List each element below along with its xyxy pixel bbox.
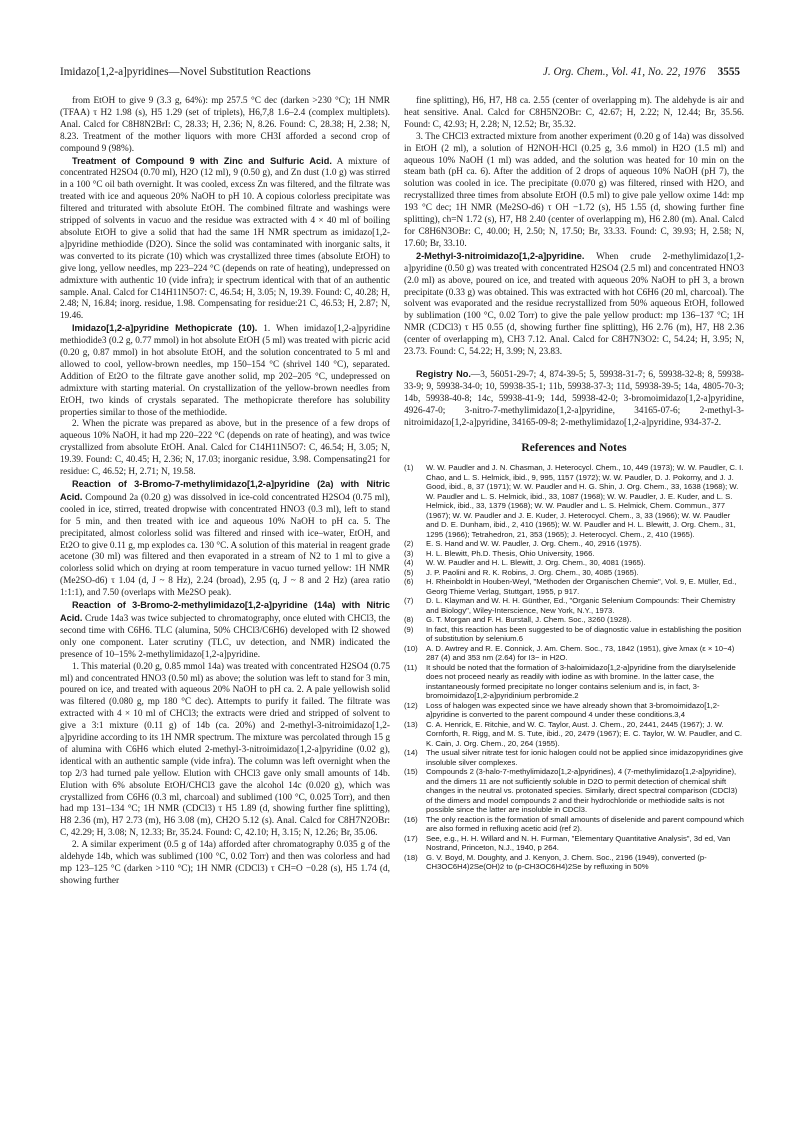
reference-text: A. D. Awtrey and R. E. Connick, J. Am. Chem. Soc., 73, 1842 (1951), give λmax (ε × 10−4) 287 (4) and 353 nm (2.64) for I3− in H2O.	[426, 643, 735, 663]
reference-item	[404, 853, 744, 872]
running-title: Imidazo[1,2-a]pyridines—Novel Substitution Reactions	[60, 66, 311, 78]
running-header	[60, 66, 740, 82]
left-column-paragraph	[60, 96, 390, 156]
reference-item	[404, 615, 744, 625]
reference-item	[404, 577, 744, 596]
reference-number: (6)	[404, 577, 414, 587]
paragraph-text: Compound 2a (0.20 g) was dissolved in ice-cold concentrated H2SO4 (0.75 ml), cooled in ice, stirred, treated dropwise with concentrated HNO3 (0.3 ml), left to stand for 5 min, and then treated with ice and aqueous 10% NaOH to pH ca. 5. The precipitated, almost colorless solid was filtered and rinsed with ice–water, EtOH, and Et2O to give 0.11 g, mp explodes ca. 130 °C. A solution of this material in reagent grade acetone (30 ml) was filtered and then evaporated in a stream of N2 to 1 ml to give a colorless solid which on drying at room temperature in vacuo turned yellow: 1H NMR (Me2SO-d6) τ 1.04 (d, J ~ 8 Hz), 2.24 (broad), 2.95 (q, J ~ 8 and 2 Hz) (area ratio 1:1:1), and 7.50 (overlaps with Me2SO peak).	[60, 492, 391, 599]
paragraph-text: 3. The CHCl3 extracted mixture from another experiment (0.20 g of 14a) was dissolved in EtOH (2 ml), a solution of H2NOH·HCl (0.25 g, 3.6 mmol) in H2O (1.5 ml) and aqueous 10% NaOH (1 ml) was added, and the solution was heated for 10 min on the steam bath (pH ca. 6). After the addition of 2 drops of aqueous 10% NaOH (pH 7), the solution was cooled in ice. The precipitate (0.070 g) was filtered, rinsed with H2O, and recrystallized three times from absolute EtOH (0.5 ml) to give pale yellow oxime 14d: mp 193 °C dec; 1H NMR (Me2SO-d6) τ OH −1.72 (s), H5 1.55 (d, showing further fine splitting), ch=N 1.72 (s), H7, H8 2.40 (center of overlapping m), H6 2.80 (m). Anal. Calcd for C8H6N3OBr: C, 40.00; H, 2.50; N, 17.50; Br, 33.33. Found: C, 39.93; H, 2.58; N, 17.60; Br, 33.10.	[404, 131, 744, 249]
section-heading: Imidazo[1,2-a]pyridine Methopicrate (10).	[72, 323, 258, 334]
paragraph-text: 2. When the picrate was prepared as above, but in the presence of a few drops of aqueous 10% NaOH, it had mp 220–222 °C (depends on rate of heating), and was twice crystallized from absolute EtOH. Anal. Calcd for C14H11N5O7: C, 46.54; H, 3.05; N, 19.39. Found: C, 40.45; H, 2.36; N, 17.03; inorganic residue, 3.98. Compensating21 for residue: C, 46.52; H, 2.71; N, 19.58.	[60, 419, 390, 478]
paragraph-text: 1. This material (0.20 g, 0.85 mmol 14a) was treated with concentrated H2SO4 (0.75 ml) and concentrated HNO3 (0.50 ml) as above; the solution was left to stand for 3 min, poured on ice, and treated with aqueous 20% NaOH to pH ca. 2. A pale yellowish solid was filtered (0.080 g, mp 180 °C dec). Attempts to purify it failed. The filtrate was extracted with 4 × 10 ml of CHCl3; the extracts were dried and stripped of solvent to give a 3:1 mixture (0.11 g) of 14b (ca. 20%) and 2-methyl-3-nitroimidazo[1,2-a]pyridine according to its 1H NMR spectrum. The mixture was percolated through 15 g of alumina with C6H6 which eluted 2-methyl-3-nitroimidazo[1,2-a]pyridine (0.02 g), identical with an authentic sample (vide infra). The column was left overnight when the top 2/3 had turned pale yellow. Elution with CHCl3 gave only small amounts of 14b. Elution with 6% absolute EtOH/CHCl3 gave the alcohol 14c (0.020 g), which was crystallized from C6H6 (0.3 ml, charcoal) and sublimed (100 °C, 0.025 Torr), and then had mp 131–134 °C; 1H NMR (CDCl3) τ H5 1.89 (d, showing further fine splitting), H8 2.36 (m), H7 2.73 (m), H6 3.08 (m), CH2O 5.12 (s). Anal. Calcd for C8H7N2OBr: C, 42.29; H, 3.08; N, 12.33; Br, 35.24. Found: C, 42.10; H, 3.15; N, 12.26; Br, 35.06.	[60, 661, 390, 839]
registry-label: Registry No.	[416, 368, 471, 379]
right-column-body	[404, 96, 744, 359]
reference-number: (7)	[404, 596, 414, 606]
reference-text: It should be noted that the formation of 3-haloimidazo[1,2-a]pyridine from the diarylselenide does not proceed nearly as readily with iodine as with bromine. In the latter case, the instantaneously formed precipitate no longer contains selenium and is, in fact, 3-bromoimidazo[1,2-a]pyridinium perbromide.2	[426, 662, 736, 701]
section-heading: Reaction of 3-Bromo-7-methylimidazo[1,2-a]pyridine (2a) with Nitric Acid.	[60, 479, 390, 502]
reference-item	[404, 720, 744, 749]
reference-number: (4)	[404, 558, 414, 568]
reference-text: In fact, this reaction has been suggested to be of diagnostic value in establishing the position of substitution by selenium.6	[426, 624, 742, 644]
reference-text: W. W. Paudler and H. L. Blewitt, J. Org. Chem., 30, 4081 (1965).	[426, 558, 646, 568]
registry-text: —3, 56051-29-7; 4, 874-39-5; 5, 59938-31-7; 6, 59938-32-8; 8, 59938-33-9; 9, 59938-34-0; 10, 59938-35-1; 11b, 59938-37-3; 11d, 59938-39-5; 14a, 4805-70-3; 14b, 59938-40-8; 14c, 59938-41-9; 14d, 59938-42-0; 3-bromoimidazo[1,2-a]pyridine, 4926-47-0; 3-nitro-7-methylimidazo[1,2-a]pyridine, 34165-07-6; 2-methyl-3-nitroimidazo[1,2-a]pyridine, 34165-09-8; 2-methylimidazo[1,2-a]pyridine, 934-37-2.	[404, 369, 744, 428]
right-column-paragraph	[404, 96, 744, 132]
reference-text: E. S. Hand and W. W. Paudler, J. Org. Chem., 40, 2916 (1975).	[426, 539, 642, 549]
references-list	[404, 463, 744, 872]
reference-item	[404, 568, 744, 578]
journal-name: J. Org. Chem., Vol. 41, No. 22, 1976	[542, 66, 706, 78]
reference-text: J. P. Paolini and R. K. Robins, J. Org. Chem., 30, 4085 (1965).	[426, 567, 639, 577]
reference-number: (3)	[404, 548, 414, 558]
paragraph-text: A mixture of concentrated H2SO4 (0.70 ml), H2O (12 ml), 9 (0.50 g), and Zn dust (1.0 g) was stirred in a 100 °C oil bath overnight. It was cooled, excess Zn was filtered, and the filtrate was treated with ice and aqueous 20% NaOH to pH 10. A copious colorless precipitate was filtered and triturated with absolute EtOH. The combined filtrate and washings were stripped of solvents in vacuo and the residue was extracted with 4 × 40 ml of boiling absolute EtOH to give a solid that had the same 1H NMR spectrum as imidazo[1,2-a]pyridine methiodide (D2O). Since the solid was contaminated with inorganic salts, it was converted to its picrate (10) which was crystallized three times (absolute EtOH) to give long, yellow needles, mp 223–224 °C (depends on rate of heating), undepressed on admixture with authentic 10 (vide infra); ir spectrum identical with that of an authentic sample. Anal. Calcd for C14H11N5O7: C, 46.54; H, 3.05; N, 19.39. Found: C, 40.28; H, 2.48; N, 16.84; inorg. residue, 1.98. Compensating for residue:21 C, 46.53; H, 2.87; N, 19.46.	[60, 156, 390, 322]
reference-text: The only reaction is the formation of small amounts of diselenide and parent compound which are also formed in refluxing acetic acid (ref 2).	[426, 814, 744, 834]
reference-number: (8)	[404, 615, 414, 625]
paragraph-text: 2. A similar experiment (0.5 g of 14a) afforded after chromatography 0.035 g of the aldehyde 14b, which was sublimed (100 °C, 0.02 Torr) and then was colorless and had mp 123–125 °C (darken >110 °C); 1H NMR (CDCl3) τ CH=O −0.28 (s), H5 1.74 (d, showing further	[60, 840, 390, 886]
reference-number: (9)	[404, 624, 414, 634]
reference-text: H. L. Blewitt, Ph.D. Thesis, Ohio University, 1966.	[426, 548, 595, 558]
journal-citation	[543, 66, 740, 78]
left-column-paragraph	[60, 419, 390, 479]
reference-number: (14)	[404, 748, 418, 758]
reference-item	[404, 644, 744, 663]
reference-text: W. W. Paudler and J. N. Chasman, J. Heterocycl. Chem., 10, 449 (1973); W. W. Paudler, C. I. Chao, and L. S. Helmick, ibid., 9, 995, 1157 (1972); W. W. Paudler, D. J. Pokorny, and J. J. Good, ibid., 8, 37 (1971); W. W. Paudler and H. G. Shin, J. Org. Chem., 33, 1638 (1968); W. W. Paudler and L. S. Helmick, ibid., 33, 1087 (1968); W. W. Paudler, J. E. Kuder, and L. S. Helmick, ibid., 33, 1379 (1968); W. W. Paudler and L. S. Helmick, Chem. Commun., 377 (1967); W. W. Paudler and J. E. Kuder, J. Heterocycl. Chem., 3, 33 (1966); W. W. Paudler and D. E. Dunham, ibid., 2, 410 (1965); W. W. Paudler and H. L. Blewitt, J. Org. Chem., 31, 1295 (1966); Tetrahedron, 21, 353 (1965); J. Heterocycl. Chem., 2, 410 (1965).	[426, 463, 744, 539]
reference-number: (15)	[404, 767, 418, 777]
left-column-paragraph	[60, 600, 390, 662]
reference-text: C. A. Henrick, E. Ritchie, and W. C. Taylor, Aust. J. Chem., 20, 2441, 2445 (1967); J. W. Cornforth, R. Rigg, and M. S. Tute, ibid., 20, 2479 (1967); E. C. Taylor, W. W. Paudler, and C. K. Cain, J. Org. Chem., 20, 264 (1955).	[426, 719, 743, 748]
reference-item	[404, 539, 744, 549]
page-number: 3555	[717, 66, 740, 78]
registry-numbers	[404, 369, 744, 430]
section-heading: Treatment of Compound 9 with Zinc and Sulfuric Acid.	[72, 155, 332, 166]
left-column-paragraph	[60, 840, 390, 888]
reference-text: G. T. Morgan and F. H. Burstall, J. Chem. Soc., 3260 (1928).	[426, 615, 632, 625]
reference-item	[404, 596, 744, 615]
paragraph-text: Crude 14a3 was twice subjected to chromatography, once eluted with CHCl3, the second time with C6H6. TLC (alumina, 50% CHCl3/C6H6) developed with I2 showed only one component. Later scrutiny (TLC, uv detection, and NMR) indicated the presence of 10–15% 2-methylimidazo[1,2-a]pyridine.	[60, 613, 390, 660]
right-column-paragraph	[404, 132, 744, 251]
reference-text: The usual silver nitrate test for ionic halogen could not be applied since imidazopyridines give insoluble silver complexes.	[426, 748, 744, 767]
reference-number: (2)	[404, 539, 414, 549]
reference-text: H. Rheinboldt in Houben-Weyl, "Methoden der Organischen Chemie", Vol. 9, E. Müller, Ed., Georg Thieme Verlag, Stuttgart, 1955, p 917.	[426, 577, 737, 596]
reference-number: (17)	[404, 833, 418, 843]
reference-number: (16)	[404, 814, 418, 824]
reference-item	[404, 701, 744, 720]
reference-number: (18)	[404, 852, 418, 862]
paragraph-text: When crude 2-methylimidazo[1,2-a]pyridine (0.50 g) was treated with concentrated H2SO4 (2.5 ml) and concentrated HNO3 (2.0 ml) as above, poured on ice, and treated with aqueous 20% NaOH to pH 3, a brown precipitate (0.33 g) was obtained. This was extracted with hot C6H6 (20 ml, charcoal). The solvent was evaporated and the residue recrystallized from 50% aqueous EtOH, followed by sublimation (100 °C, 0.02 Torr) to give the pale yellow product: mp 136–137 °C; 1H NMR (CDCl3) τ H5 0.55 (d, showing further fine splitting), H6 2.76 (m), H7, H8 2.36 (center of overlapping m), CH3 7.12. Anal. Calcd for C8H7N3O2: C, 54.24; H, 3.95; N, 23.73. Found: C, 54.22; H, 3.99; N, 23.83.	[404, 251, 744, 358]
paragraph-text: fine splitting), H6, H7, H8 ca. 2.55 (center of overlapping m). The aldehyde is air and heat sensitive. Anal. Calcd for C8H5N2OBr: C, 42.67; H, 2.22; N, 12.44; Br, 35.56. Found: C, 42.93; H, 2.28; N, 12.52; Br, 35.32.	[404, 96, 744, 130]
reference-number: (12)	[404, 700, 418, 710]
reference-item	[404, 549, 744, 559]
reference-number: (11)	[404, 662, 418, 672]
section-heading: 2-Methyl-3-nitroimidazo[1,2-a]pyridine.	[416, 250, 585, 261]
reference-item	[404, 558, 744, 568]
left-column-paragraph	[60, 479, 390, 600]
reference-text: Compounds 2 (3-halo-7-methylimidazo[1,2-a]pyridines), 4 (7-methylimidazo[1,2-a]pyridine), and the dimers 11 are not sufficiently soluble in D2O to permit detection of chemical shift changes in the neutral vs. protonated species. Similarly, direct spectral comparison (CDCl3) of the dimers and model compounds 2 and their hydrochloride or methiodide salts is not possible since the latter are insoluble in CDCl3.	[426, 767, 738, 815]
reference-item	[404, 767, 744, 815]
reference-item	[404, 663, 744, 701]
reference-number: (1)	[404, 463, 414, 473]
left-column-paragraph	[60, 662, 390, 841]
reference-item	[404, 815, 744, 834]
reference-text: D. L. Klayman and W. H. H. Günther, Ed., "Organic Selenium Compounds: Their Chemistry and Biology", Wiley-Interscience, New York, N.Y., 1973.	[426, 596, 736, 615]
reference-number: (10)	[404, 643, 418, 653]
right-column	[404, 96, 744, 872]
reference-number: (5)	[404, 567, 414, 577]
paragraph-text: 1. When imidazo[1,2-a]pyridine methiodide3 (0.2 g, 0.77 mmol) in hot absolute EtOH (5 ml) was treated with picric acid (0.20 g, 0.87 mmol) in hot absolute EtOH, and the solution concentrated to 5 ml and allowed to cool, yellow-brown needles, mp 150–154 °C (shrivel 140 °C), separated. Addition of Et2O to the filtrate gave another solid, mp 202–205 °C, undepressed on admixture with starting material. On crystallization of the yellow-brown needles from EtOH, two kinds of crystals separated. The methopicrate therefore has solubility properties similar to those of the methiodide.	[60, 324, 390, 418]
reference-text: Loss of halogen was expected since we have already shown that 3-bromoimidazo[1,2-a]pyridine is converted to the parent compound 4 under these conditions.3,4	[426, 700, 720, 720]
left-column-paragraph	[60, 156, 390, 324]
left-column-paragraph	[60, 323, 390, 419]
reference-number: (13)	[404, 719, 418, 729]
reference-item	[404, 625, 744, 644]
section-heading: Reaction of 3-Bromo-2-methylimidazo[1,2-a]pyridine (14a) with Nitric Acid.	[60, 600, 390, 623]
left-column	[60, 96, 390, 888]
right-column-paragraph	[404, 251, 744, 359]
reference-item	[404, 748, 744, 767]
reference-item	[404, 463, 744, 539]
reference-text: G. V. Boyd, M. Doughty, and J. Kenyon, J. Chem. Soc., 2196 (1949), converted (p-CH3OC6H4)2Se(OH)2 to (p-CH3OC6H4)2Se by refluxing in 50%	[426, 852, 707, 872]
reference-item	[404, 834, 744, 853]
reference-text: See, e.g., H. H. Willard and N. H. Furman, "Elementary Quantitative Analysis", 3d ed, Van Nostrand, Princeton, N.J., 1940, p 264.	[426, 833, 731, 853]
references-heading: References and Notes	[521, 442, 627, 455]
paragraph-text: from EtOH to give 9 (3.3 g, 64%): mp 257.5 °C dec (darken >230 °C); 1H NMR (TFAA) τ H2 1.98 (s), H5 1.29 (set of triplets), H6,7,8 1.6–2.4 (complex multiplets). Anal. Calcd for C8H8N2BrI: C, 28.33; H, 2.36; N, 8.26. Found: C, 28.38; H, 2.38; N, 8.23. Treatment of the mother liquors with more CH3I afforded a second crop of compound 9 (98%).	[60, 96, 390, 154]
